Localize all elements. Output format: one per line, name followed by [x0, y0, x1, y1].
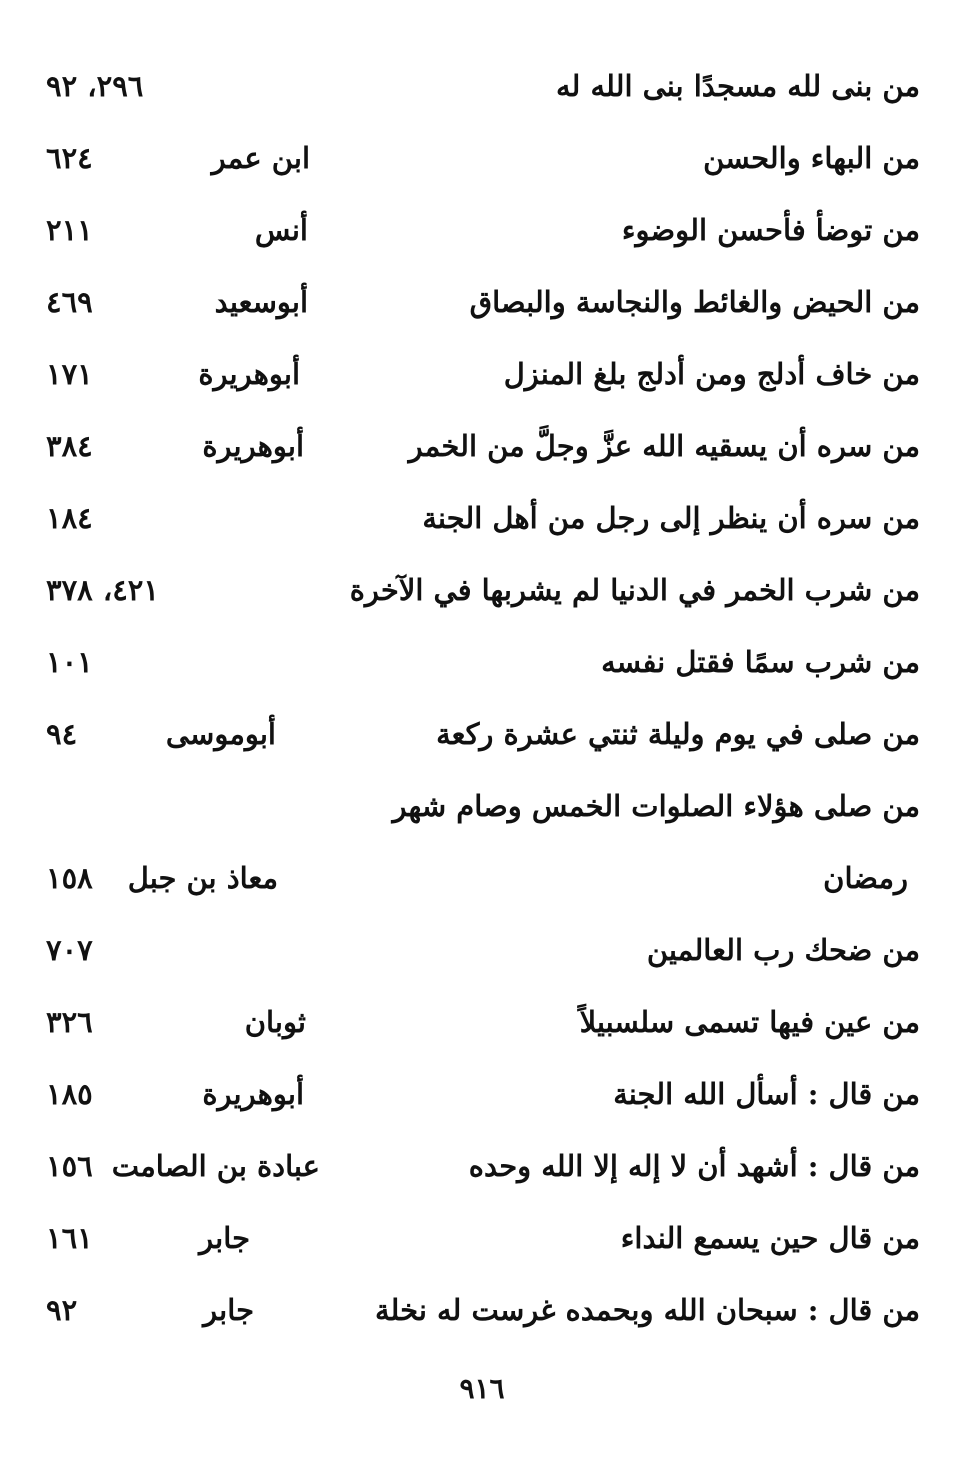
index-entry	[0, 1060, 964, 1132]
narrator: ابن عمر	[211, 141, 310, 175]
page-references: ٩٤	[46, 717, 78, 751]
hadith-text: من قال حين يسمع النداء	[620, 1221, 920, 1255]
narrator: أنس	[254, 213, 308, 247]
hadith-text: من ضحك رب العالمين	[646, 933, 920, 967]
index-entry	[0, 484, 964, 556]
page-number: ٩١٦	[459, 1372, 505, 1405]
index-entry	[0, 772, 964, 844]
page-references: ٩٢	[46, 1293, 78, 1327]
hadith-text: من قال : سبحان الله وبحمده غرست له نخلة	[374, 1293, 920, 1327]
hadith-text: من قال : أسأل الله الجنة	[613, 1077, 920, 1111]
index-entry	[0, 628, 964, 700]
hadith-text: من صلى في يوم وليلة ثنتي عشرة ركعة	[436, 717, 920, 751]
page-references: ١٥٨	[46, 861, 93, 895]
narrator: أبوموسى	[165, 717, 276, 751]
index-entry	[0, 52, 964, 124]
narrator: أبوهريرة	[202, 429, 304, 463]
page-references: ٣٨٤	[46, 429, 93, 463]
narrator: أبوهريرة	[202, 1077, 304, 1111]
narrator: ثوبان	[244, 1005, 306, 1039]
page-references: ٢١١	[46, 213, 93, 247]
narrator: جابر	[203, 1293, 254, 1327]
index-entry	[0, 1132, 964, 1204]
page-references: ١٧١	[46, 357, 93, 391]
index-entry	[0, 340, 964, 412]
hadith-text: من الحيض والغائط والنجاسة والبصاق	[469, 285, 920, 319]
hadith-text: من عين فيها تسمى سلسبيلاً	[579, 1005, 920, 1039]
index-entry	[0, 988, 964, 1060]
hadith-text: من توضأ فأحسن الوضوء	[621, 213, 920, 247]
hadith-text: من شرب سمًا فقتل نفسه	[601, 645, 920, 679]
page-references: ١٨٤	[46, 501, 93, 535]
narrator: معاذ بن جبل	[127, 861, 278, 895]
page-references: ٤٦٩	[46, 285, 93, 319]
index-entry	[0, 1276, 964, 1348]
page-references: ١٥٦	[46, 1149, 93, 1183]
page-references: ٦٢٤	[46, 141, 93, 175]
index-entry	[0, 916, 964, 988]
hadith-text: من خاف أدلج ومن أدلج بلغ المنزل	[503, 357, 920, 391]
index-entry	[0, 1204, 964, 1276]
index-entry	[0, 268, 964, 340]
narrator: أبوهريرة	[198, 357, 300, 391]
page-references: ٣٢٦	[46, 1005, 93, 1039]
hadith-text: من سره أن ينظر إلى رجل من أهل الجنة	[422, 501, 920, 535]
hadith-text: من سره أن يسقيه الله عزَّ وجلَّ من الخمر	[408, 429, 920, 463]
page-references: ٢٩٦، ٩٢	[46, 69, 144, 103]
page-references: ٤٢١، ٣٧٨	[46, 573, 159, 607]
index-entry	[0, 124, 964, 196]
hadith-text: من شرب الخمر في الدنيا لم يشربها في الآخرة	[349, 573, 920, 607]
hadith-text: من صلى هؤلاء الصلوات الخمس وصام شهر	[392, 789, 920, 823]
page-references: ٧٠٧	[46, 933, 93, 967]
hadith-text: من البهاء والحسن	[703, 141, 920, 175]
index-entry	[0, 196, 964, 268]
hadith-text: من بنى لله مسجدًا بنى الله له	[556, 69, 920, 103]
index-entry	[0, 412, 964, 484]
narrator: أبوسعيد	[214, 285, 308, 319]
narrator: عبادة بن الصامت	[111, 1149, 320, 1183]
index-entry	[0, 844, 964, 916]
index-entry	[0, 556, 964, 628]
page-references: ١٦١	[46, 1221, 93, 1255]
hadith-index-list	[0, 52, 964, 1348]
page-references: ١٨٥	[46, 1077, 93, 1111]
index-entry	[0, 700, 964, 772]
narrator: جابر	[199, 1221, 250, 1255]
hadith-text: من قال : أشهد أن لا إله إلا الله وحده	[468, 1149, 920, 1183]
hadith-text: رمضان	[823, 861, 908, 895]
page-references: ١٠١	[46, 645, 93, 679]
